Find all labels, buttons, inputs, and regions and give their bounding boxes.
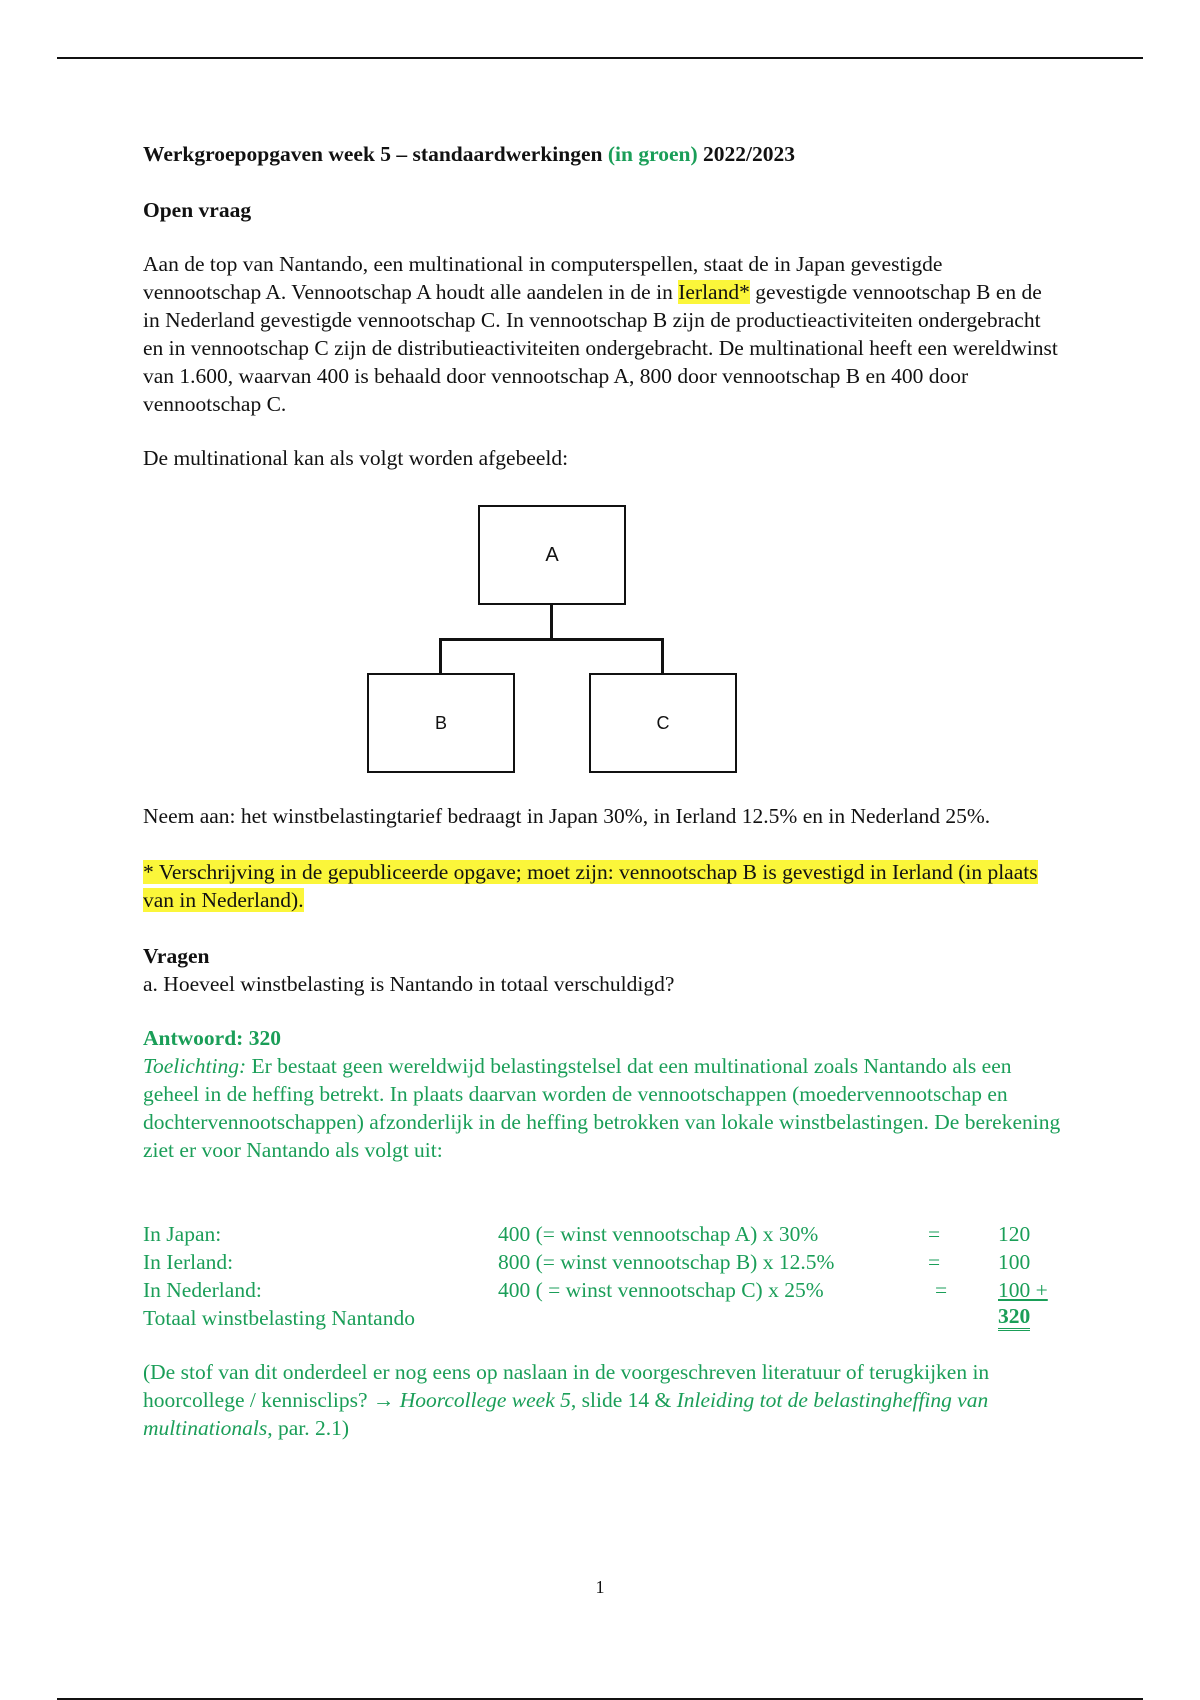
calc-row-nederland: In Nederland: 400 ( = winst vennootschap C) x 25% = 100 + — [143, 1278, 1048, 1302]
page-title: Werkgroepopgaven week 5 – standaardwerkingen (in groen) 2022/2023 — [143, 142, 795, 166]
box-b: B — [367, 673, 515, 773]
document-body-lower — [143, 802, 1063, 1164]
org-diagram — [350, 503, 750, 778]
top-rule — [57, 57, 1143, 59]
reference-block — [143, 1358, 1063, 1442]
document-body — [143, 140, 1063, 472]
tax-calculation — [143, 1220, 1063, 1332]
box-a: A — [478, 505, 626, 605]
answer-label: Antwoord: 320 — [143, 1026, 281, 1050]
questions-heading: Vragen — [143, 944, 210, 968]
calc-row-japan: In Japan: 400 (= winst vennootschap A) x 30% = 120 — [143, 1222, 1031, 1246]
connector-left — [439, 638, 442, 674]
question-a: a. Hoeveel winstbelasting is Nantando in totaal verschuldigd? — [143, 972, 675, 996]
box-c: C — [589, 673, 737, 773]
total-value: 320 — [998, 1304, 1030, 1331]
highlight-ierland: Ierland* — [678, 280, 750, 304]
title-green-note: (in groen) — [607, 142, 698, 166]
calc-row-total: Totaal winstbelasting Nantando 320 — [143, 1304, 1031, 1330]
arrow-icon: → — [372, 1388, 395, 1412]
connector-horizontal — [439, 638, 663, 641]
diagram-intro: De multinational kan als volgt worden afgebeeld: — [143, 446, 569, 470]
open-question-heading: Open vraag — [143, 198, 252, 222]
answer-explanation: Toelichting: Er bestaat geen wereldwijd belastingstelsel dat een multinational zoals Nantando als een geheel in de heffing betrekt. In plaats daarvan worden de vennootschappen (moedervennootschap en dochtervennootschappen) afzonderlijk in de heffing betrokken van lokale winstbelastingen. De berekening ziet er voor Nantando als volgt uit: — [143, 1054, 1061, 1162]
connector-vertical — [550, 605, 553, 640]
correction-note: * Verschrijving in de gepubliceerde opgave; moet zijn: vennootschap B is gevestigd in Ierland (in plaats van in Nederland). — [143, 860, 1038, 912]
page-number: 1 — [595, 1577, 605, 1597]
reference-note: (De stof van dit onderdeel er nog eens op naslaan in de voorgeschreven literatuur of terugkijken in hoorcollege / kennisclips? → Hoorcollege week 5, slide 14 & Inleiding tot de belastingheffing van multinationals, par. 2.1) — [143, 1360, 990, 1440]
calc-row-ierland: In Ierland: 800 (= winst vennootschap B) x 12.5% = 100 — [143, 1250, 1031, 1274]
connector-right — [661, 638, 664, 674]
rates-text: Neem aan: het winstbelastingtarief bedraagt in Japan 30%, in Ierland 12.5% en in Nederland 25%. — [143, 804, 991, 828]
intro-paragraph: Aan de top van Nantando, een multinational in computerspellen, staat de in Japan gevestigde vennootschap A. Vennootschap A houdt alle aandelen in de in Ierland* gevestigde vennootschap B en de in Nederland gevestigde vennootschap C. In vennootschap B zijn de productieactiviteiten ondergebracht en in vennootschap C zijn de distributieactiviteiten ondergebracht. De multinational heeft een wereldwinst van 1.600, waarvan 400 is behaald door vennootschap A, 800 door vennootschap B en 400 door vennootschap C. — [143, 252, 1058, 416]
